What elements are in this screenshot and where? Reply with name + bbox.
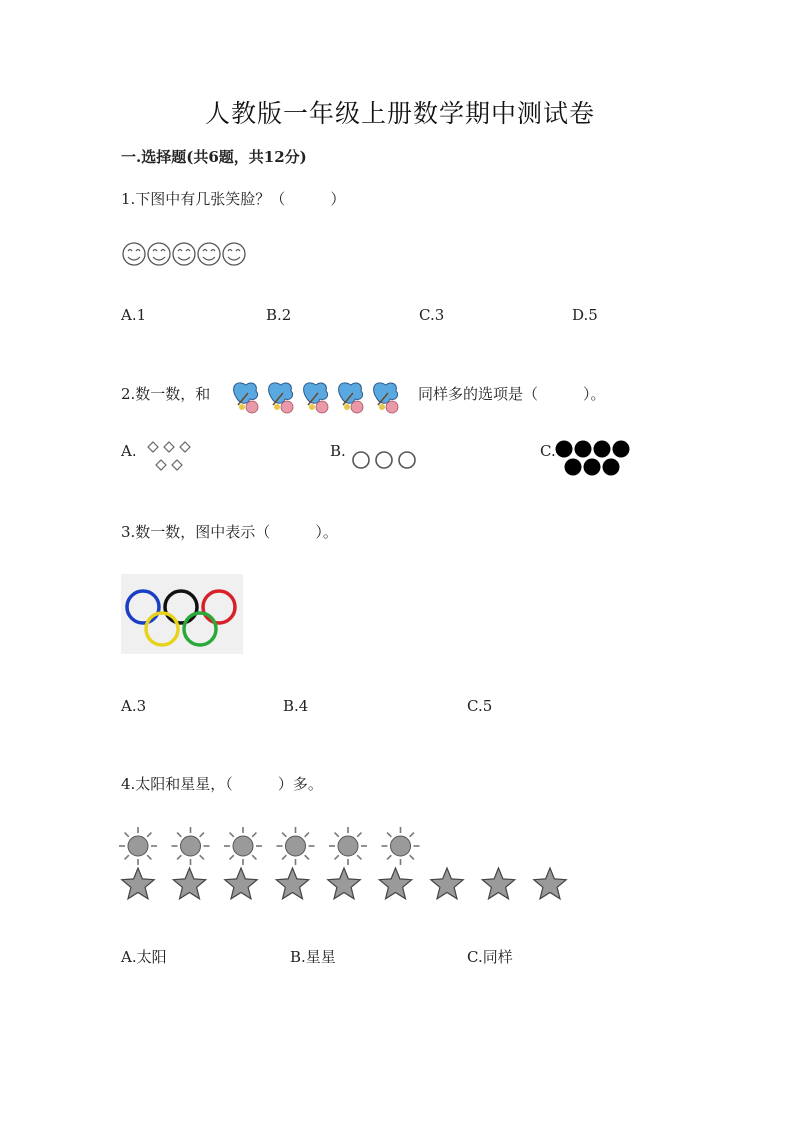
circle-shape <box>353 452 369 468</box>
butterfly-icon <box>269 383 293 413</box>
smiley-icon <box>123 243 145 265</box>
butterfly-icon <box>374 383 398 413</box>
sun-icon <box>172 827 210 865</box>
star-row <box>118 866 568 904</box>
sun-icon <box>382 827 420 865</box>
dot-shape <box>603 459 620 476</box>
smiley-icon <box>223 243 245 265</box>
q3-option-b[interactable]: B.4 <box>283 697 309 715</box>
sun-row <box>118 826 428 866</box>
page-title: 人教版一年级上册数学期中测试卷 <box>204 99 595 128</box>
question-3-text: 3.数一数，图中表示（ ）。 <box>121 523 338 541</box>
sun-icon <box>329 827 367 865</box>
butterfly-row <box>226 375 406 417</box>
q4-option-b[interactable]: B.星星 <box>290 948 336 966</box>
question-2-text-before: 2.数一数，和 <box>121 385 211 403</box>
butterfly-icon <box>304 383 328 413</box>
diamond-shape <box>148 442 158 452</box>
star-icon <box>431 868 463 899</box>
question-4-text: 4.太阳和星星，（ ）多。 <box>121 775 323 793</box>
star-icon <box>122 868 154 899</box>
star-icon <box>379 868 411 899</box>
star-icon <box>534 868 566 899</box>
star-icon <box>276 868 308 899</box>
dot-shape <box>565 459 582 476</box>
q1-option-d[interactable]: D.5 <box>572 306 598 324</box>
dot-shape <box>575 441 592 458</box>
sun-icon <box>224 827 262 865</box>
q1-option-b[interactable]: B.2 <box>266 306 292 324</box>
circle-shape <box>376 452 392 468</box>
q3-option-c[interactable]: C.5 <box>467 697 493 715</box>
star-icon <box>328 868 360 899</box>
sun-icon <box>277 827 315 865</box>
diamond-group <box>143 440 199 476</box>
star-icon <box>225 868 257 899</box>
circle-shape <box>399 452 415 468</box>
rings-background <box>121 574 243 654</box>
diamond-shape <box>156 460 166 470</box>
q2-option-b[interactable]: B. <box>330 442 346 460</box>
star-icon <box>482 868 514 899</box>
butterfly-icon <box>339 383 363 413</box>
smiley-row <box>121 240 251 268</box>
q1-option-c[interactable]: C.3 <box>419 306 445 324</box>
q2-option-c[interactable]: C. <box>540 442 556 460</box>
butterfly-icon <box>234 383 258 413</box>
q4-option-a[interactable]: A.太阳 <box>121 948 167 966</box>
diamond-shape <box>172 460 182 470</box>
section-heading: 一.选择题(共6题，共12分) <box>121 148 307 166</box>
dot-shape <box>594 441 611 458</box>
star-icon <box>173 868 205 899</box>
dot-shape <box>584 459 601 476</box>
question-1-text: 1.下图中有几张笑脸？（ ） <box>121 190 346 208</box>
smiley-icon <box>198 243 220 265</box>
q2-option-a[interactable]: A. <box>121 442 137 460</box>
diamond-shape <box>164 442 174 452</box>
dot-shape <box>613 441 630 458</box>
q3-option-a[interactable]: A.3 <box>121 697 147 715</box>
diamond-shape <box>180 442 190 452</box>
smiley-icon <box>173 243 195 265</box>
circle-group <box>351 449 419 471</box>
dot-shape <box>556 441 573 458</box>
question-2-text-after: 同样多的选项是（ ）。 <box>418 385 606 403</box>
olympic-rings-image <box>121 574 243 654</box>
smiley-icon <box>148 243 170 265</box>
q1-option-a[interactable]: A.1 <box>121 306 147 324</box>
dot-group <box>555 440 635 476</box>
q4-option-c[interactable]: C.同样 <box>467 948 513 966</box>
sun-icon <box>119 827 157 865</box>
